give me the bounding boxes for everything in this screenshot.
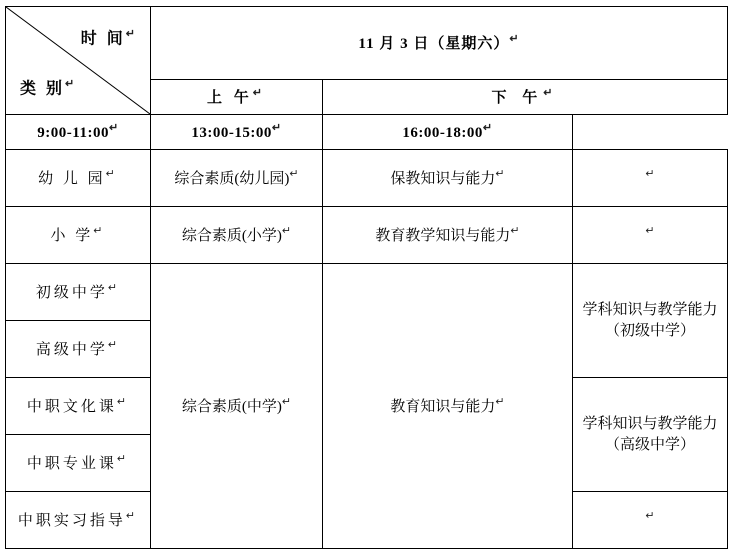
paragraph-mark-icon: ↵ — [105, 167, 118, 180]
paragraph-mark-icon: ↵ — [543, 86, 559, 99]
paragraph-mark-icon: ↵ — [645, 509, 655, 522]
paragraph-mark-icon: ↵ — [125, 509, 139, 522]
paragraph-mark-icon: ↵ — [116, 395, 130, 408]
category-label-kindergarten: 幼 儿 园↵ — [6, 150, 151, 207]
subject-senior-high-afternoon2 — [573, 378, 728, 492]
corner-category-label: 类 别↵ — [20, 78, 78, 98]
corner-header-cell — [6, 7, 151, 115]
paragraph-mark-icon: ↵ — [289, 167, 299, 180]
paragraph-mark-icon: ↵ — [482, 121, 493, 134]
category-label-primary: 小 学↵ — [6, 207, 151, 264]
paragraph-mark-icon: ↵ — [125, 28, 138, 40]
subject-junior-high-afternoon2 — [573, 264, 728, 378]
category-label-voc-internship: 中职实习指导↵ — [6, 492, 151, 549]
paragraph-mark-icon: ↵ — [108, 121, 119, 134]
subject-kindergarten-afternoon1: 保教知识与能力↵ — [323, 150, 573, 207]
corner-time-label: 时 间↵ — [80, 28, 138, 48]
table-row — [6, 150, 728, 207]
category-label-junior-high: 初级中学↵ — [6, 264, 151, 321]
subject-voc-internship-afternoon2 — [573, 492, 728, 549]
session-header-morning: 上 午↵ — [151, 80, 323, 115]
paragraph-mark-icon: ↵ — [252, 86, 266, 99]
paragraph-mark-icon: ↵ — [510, 224, 520, 237]
subject-kindergarten-afternoon2 — [573, 150, 728, 207]
subject-kindergarten-morning: 综合素质(幼儿园)↵ — [151, 150, 323, 207]
session-header-afternoon: 下 午↵ — [323, 80, 728, 115]
table-header-row-date — [6, 7, 728, 80]
paragraph-mark-icon: ↵ — [65, 78, 78, 91]
subject-line-2: （高级中学） — [605, 436, 696, 453]
time-slot-label-3: 16:00-18:00↵ — [323, 115, 573, 150]
subject-line-1: 学科知识与教学能力 — [582, 416, 718, 433]
category-label-voc-major: 中职专业课↵ — [6, 435, 151, 492]
paragraph-mark-icon: ↵ — [645, 224, 655, 237]
subject-primary-afternoon1: 教育教学知识与能力↵ — [323, 207, 573, 264]
table-header-row-times — [6, 115, 728, 150]
subject-primary-morning: 综合素质(小学)↵ — [151, 207, 323, 264]
paragraph-mark-icon: ↵ — [271, 121, 282, 134]
table-row — [6, 264, 728, 321]
paragraph-mark-icon: ↵ — [116, 452, 130, 465]
paragraph-mark-icon: ↵ — [509, 32, 520, 45]
exam-schedule-sheet — [0, 6, 732, 529]
date-header-cell: 11 月 3 日（星期六）↵ — [151, 7, 728, 80]
paragraph-mark-icon: ↵ — [495, 167, 505, 180]
paragraph-mark-icon: ↵ — [645, 167, 655, 180]
exam-schedule-table — [5, 6, 728, 549]
subject-primary-afternoon2 — [573, 207, 728, 264]
paragraph-mark-icon: ↵ — [107, 281, 121, 294]
paragraph-mark-icon: ↵ — [281, 395, 292, 408]
paragraph-mark-icon: ↵ — [495, 395, 505, 408]
paragraph-mark-icon: ↵ — [93, 224, 106, 237]
subject-line-1: 学科知识与教学能力 — [582, 302, 718, 319]
time-slot-label-2: 13:00-15:00↵ — [151, 115, 323, 150]
subject-secondary-morning-merged: 综合素质(中学)↵ — [151, 264, 323, 549]
subject-line-2: （初级中学） — [605, 322, 696, 339]
time-slot-label-1: 9:00-11:00↵ — [6, 115, 151, 150]
category-label-senior-high: 高级中学↵ — [6, 321, 151, 378]
table-row — [6, 207, 728, 264]
subject-secondary-afternoon-merged: 教育知识与能力↵ — [323, 264, 573, 549]
category-label-voc-culture: 中职文化课↵ — [6, 378, 151, 435]
paragraph-mark-icon: ↵ — [281, 224, 292, 237]
paragraph-mark-icon: ↵ — [107, 338, 121, 351]
